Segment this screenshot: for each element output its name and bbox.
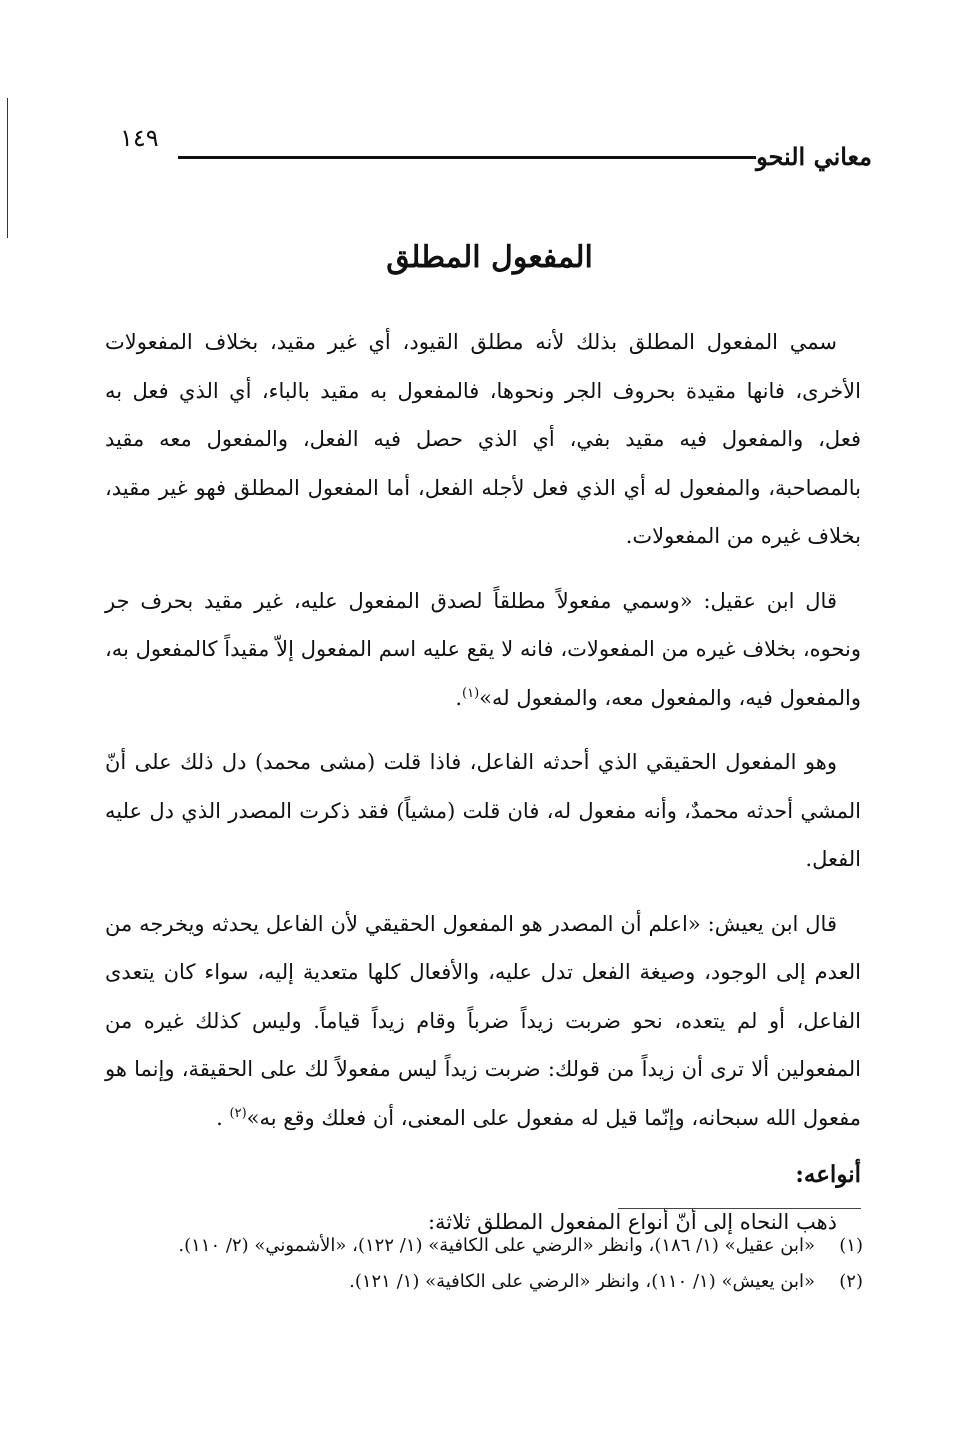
footnote-1 <box>105 1228 863 1264</box>
footnotes <box>105 1228 863 1300</box>
paragraph-1 <box>105 318 861 561</box>
footnote-2-number: (٢) <box>839 1271 863 1292</box>
footnote-2-text: «ابن يعيش» (١/ ١١٠)، وانظر «الرضي على الكافية» (١/ ١٢١). <box>349 1271 815 1292</box>
running-title: معاني النحو <box>756 142 872 171</box>
chapter-title: المفعول المطلق <box>386 240 593 275</box>
paragraph-4: قال ابن يعيش: «اعلم أن المصدر هو المفعول الحقيقي لأن الفاعل يحدثه ويخرجه من العدم إلى الوجود، وصيغة الفعل تدل عليه، والأفعال كلها متعدية إليه، سواء كان يتعدى الفاعل، أو لم يتعده، نحو ضربت زيداً ضرباً وقام زيداً قياماً. وليس كذلك غيره من المفعولين ألا ترى أن زيداً من قولك: ضربت زيداً ليس مفعولاً لك على الحقيقة، وإنما هو مفعول الله سبحانه، وإنّما قيل له مفعول على المعنى، أن فعلك وقع به»$^{(٢)}$ . <box>105 911 861 1130</box>
paragraph-2: قال ابن عقيل: «وسمي مفعولاً مطلقاً لصدق المفعول عليه، غير مقيد بحرف جر ونحوه، بخلاف غيره من المفعولات، فانه لا يقع عليه اسم المفعول إلاّ مقيداً كالمفعول به، والمفعول فيه، والمفعول معه، والمفعول له»$^{(١)}$. <box>105 588 861 710</box>
paragraph-3 <box>105 738 861 884</box>
paragraph-4-text: قال ابن يعيش: «اعلم أن المصدر هو المفعول الحقيقي لأن الفاعل يحدثه ويخرجه من العدم إلى الوجود، وصيغة الفعل تدل عليه، والأفعال كلها متعدية إليه، سواء كان يتعدى الفاعل، أو لم يتعده، نحو ضربت زيداً ضرباً وقام زيداً قياماً. وليس كذلك غيره من المفعولين ألا ترى أن زيداً من قولك: ضربت زيداً ليس مفعولاً لك على الحقيقة، وإنما هو مفعول الله سبحانه، وإنّما قيل له مفعول على المعنى، أن فعلك وقع به» <box>105 911 861 1130</box>
paragraph-1-text: سمي المفعول المطلق بذلك لأنه مطلق القيود، أي غير مقيد، بخلاف المفعولات الأخرى، فانها مقيدة بحروف الجر ونحوها، فالمفعول به مقيد بالباء، أي الذي فعل به فعل، والمفعول فيه مقيد بفي، أي الذي حصل فيه الفعل، والمفعول معه مقيد بالمصاحبة، والمفعول له أي الذي فعل لأجله الفعل، أما المفعول المطلق فهو غير مقيد، بخلاف غيره من المفعولات. <box>105 330 861 548</box>
paragraph-2-text: قال ابن عقيل: «وسمي مفعولاً مطلقاً لصدق المفعول عليه، غير مقيد بحرف جر ونحوه، بخلاف غيره من المفعولات، فانه لا يقع عليه اسم المفعول إلاّ مقيداً كالمفعول به، والمفعول فيه، والمفعول معه، والمفعول له» <box>105 588 861 710</box>
paragraph-3-text: وهو المفعول الحقيقي الذي أحدثه الفاعل، فاذا قلت (مشى محمد) دل ذلك على أنّ المشي أحدثه محمدٌ، وأنه مفعول له، فان قلت (مشياً) فقد ذكرت المصدر الذي دل عليه الفعل. <box>105 750 861 871</box>
intro-line: ذهب النحاه إلى أنّ أنواع المفعول المطلق ثلاثة: <box>427 1210 837 1234</box>
page-edge-line <box>7 98 8 238</box>
section-heading: أنواعه: <box>795 1161 861 1188</box>
footnote-2 <box>105 1264 863 1300</box>
footnote-ref-2[interactable]: (٢) <box>229 1105 247 1121</box>
footnote-rule <box>618 1208 861 1209</box>
page-number: ١٤٩ <box>120 124 159 152</box>
header-rule <box>178 156 756 159</box>
body-text <box>105 318 861 1246</box>
footnote-1-number: (١) <box>839 1235 863 1256</box>
footnote-ref-1[interactable]: (١) <box>462 685 480 701</box>
footnote-1-text: «ابن عقيل» (١/ ١٨٦)، وانظر «الرضي على الكافية» (١/ ١٢٢)، «الأشموني» (٢/ ١١٠). <box>178 1235 815 1256</box>
